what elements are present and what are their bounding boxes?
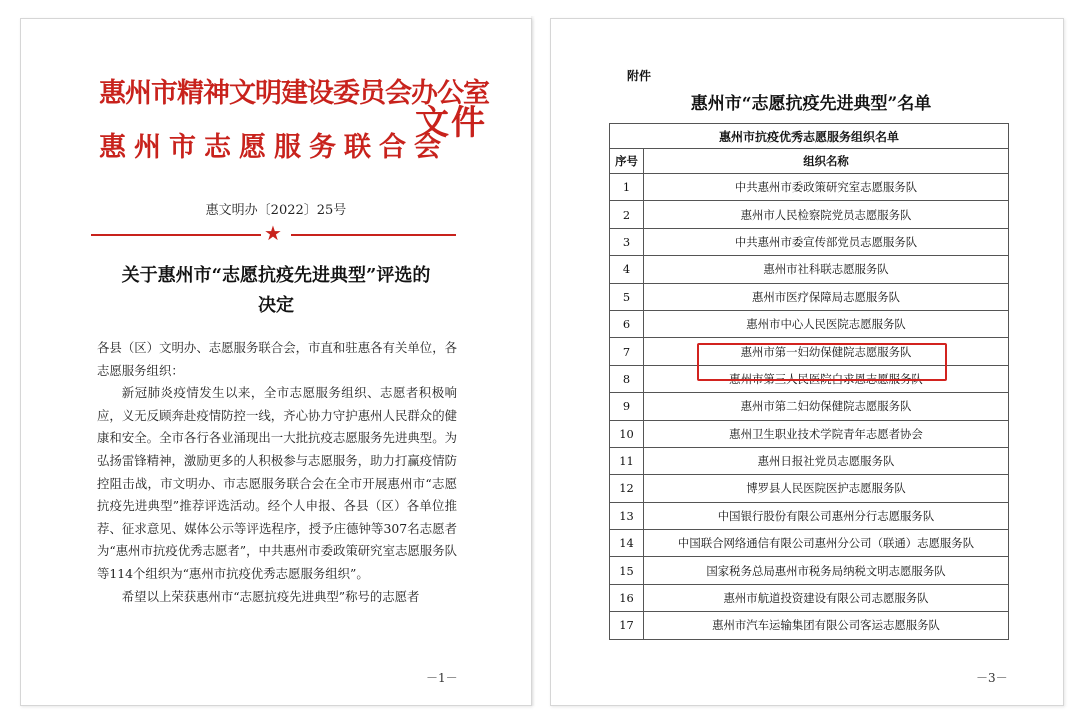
red-divider-left — [91, 234, 261, 236]
header-federation-name: 惠州市志愿服务联合会 — [99, 132, 449, 163]
table-row — [610, 475, 1009, 502]
row-index: 7 — [610, 338, 644, 365]
organization-table — [609, 123, 1009, 640]
table-row — [610, 201, 1009, 228]
document-body — [97, 337, 457, 608]
row-index: 10 — [610, 420, 644, 447]
table-row — [610, 584, 1009, 611]
table-body — [610, 174, 1009, 640]
red-star-icon: ★ — [264, 221, 282, 245]
table-row — [610, 447, 1009, 474]
table-row — [610, 393, 1009, 420]
row-organization-name: 惠州市第一妇幼保健院志愿服务队 — [644, 338, 1009, 365]
table-row — [610, 228, 1009, 255]
table-row — [610, 310, 1009, 337]
document-number: 惠文明办〔2022〕25号 — [205, 203, 347, 218]
page-number: －1－ — [426, 671, 458, 685]
row-index: 12 — [610, 475, 644, 502]
salutation: 各县（区）文明办、志愿服务联合会，市直和驻惠各有关单位，各志愿服务组织： — [97, 340, 457, 378]
row-index: 6 — [610, 310, 644, 337]
row-organization-name: 中共惠州市委宣传部党员志愿服务队 — [644, 228, 1009, 255]
document-page-3 — [550, 18, 1064, 706]
row-index: 5 — [610, 283, 644, 310]
highlight-box — [697, 343, 947, 381]
row-organization-name: 惠州市第三人民医院白求恩志愿服务队 — [644, 365, 1009, 392]
table-row — [610, 174, 1009, 201]
row-organization-name: 国家税务总局惠州市税务局纳税文明志愿服务队 — [644, 557, 1009, 584]
column-header-index: 序号 — [610, 149, 644, 174]
table-row — [610, 256, 1009, 283]
row-index: 16 — [610, 584, 644, 611]
body-paragraph-2: 希望以上荣获惠州市“志愿抗疫先进典型”称号的志愿者 — [121, 588, 420, 604]
row-index: 13 — [610, 502, 644, 529]
row-index: 15 — [610, 557, 644, 584]
table-row — [610, 420, 1009, 447]
row-index: 2 — [610, 201, 644, 228]
row-organization-name: 惠州市中心人民医院志愿服务队 — [644, 310, 1009, 337]
row-index: 14 — [610, 530, 644, 557]
list-title: 惠州市“志愿抗疫先进典型”名单 — [690, 94, 932, 114]
row-index: 17 — [610, 612, 644, 639]
table-row — [610, 283, 1009, 310]
row-organization-name: 惠州市汽车运输集团有限公司客运志愿服务队 — [644, 612, 1009, 639]
table-caption: 惠州市抗疫优秀志愿服务组织名单 — [610, 124, 1009, 149]
page-number: －3－ — [976, 671, 1008, 685]
header-office-name: 惠州市精神文明建设委员会办公室 — [99, 78, 489, 109]
attachment-label: 附件 — [627, 69, 652, 83]
row-index: 9 — [610, 393, 644, 420]
column-header-name: 组织名称 — [644, 149, 1009, 174]
table-row — [610, 502, 1009, 529]
decision-title-line2: 决定 — [258, 295, 294, 316]
row-index: 4 — [610, 256, 644, 283]
table-row — [610, 557, 1009, 584]
row-organization-name: 惠州市人民检察院党员志愿服务队 — [644, 201, 1009, 228]
header-document-mark: 文件 — [415, 103, 487, 143]
row-organization-name: 惠州市医疗保障局志愿服务队 — [644, 283, 1009, 310]
body-paragraph-1: 新冠肺炎疫情发生以来，全市志愿服务组织、志愿者积极响应，义无反顾奔赴疫情防控一线，齐心协力守护惠州人民群众的健康和安全。全市各行各业涌现出一大批抗疫志愿服务先进典型。为弘扬雷锋精神，激励更多的人积极参与志愿服务，助力打赢疫情防控阻击战，市文明办、市志愿服务联合会在全市开展惠州市“志愿抗疫先进典型”推荐评选活动。经个人申报、各县（区）各单位推荐、征求意见、媒体公示等评选程序，授予庄德钟等307名志愿者为“惠州市抗疫优秀志愿者”，中共惠州市委政策研究室志愿服务队等114个组织为“惠州市抗疫优秀志愿服务组织”。 — [97, 385, 457, 581]
document-page-1 — [20, 18, 532, 706]
red-divider-right — [291, 234, 456, 236]
table-row — [610, 530, 1009, 557]
row-organization-name: 惠州市航道投资建设有限公司志愿服务队 — [644, 584, 1009, 611]
row-organization-name: 中国银行股份有限公司惠州分行志愿服务队 — [644, 502, 1009, 529]
row-organization-name: 惠州日报社党员志愿服务队 — [644, 447, 1009, 474]
row-index: 8 — [610, 365, 644, 392]
row-index: 1 — [610, 174, 644, 201]
row-organization-name: 惠州市社科联志愿服务队 — [644, 256, 1009, 283]
row-organization-name: 惠州市第二妇幼保健院志愿服务队 — [644, 393, 1009, 420]
row-index: 3 — [610, 228, 644, 255]
decision-title-line1: 关于惠州市“志愿抗疫先进典型”评选的 — [121, 265, 431, 286]
row-index: 11 — [610, 447, 644, 474]
row-organization-name: 中国联合网络通信有限公司惠州分公司（联通）志愿服务队 — [644, 530, 1009, 557]
row-organization-name: 惠州卫生职业技术学院青年志愿者协会 — [644, 420, 1009, 447]
row-organization-name: 博罗县人民医院医护志愿服务队 — [644, 475, 1009, 502]
table-row — [610, 612, 1009, 639]
row-organization-name: 中共惠州市委政策研究室志愿服务队 — [644, 174, 1009, 201]
